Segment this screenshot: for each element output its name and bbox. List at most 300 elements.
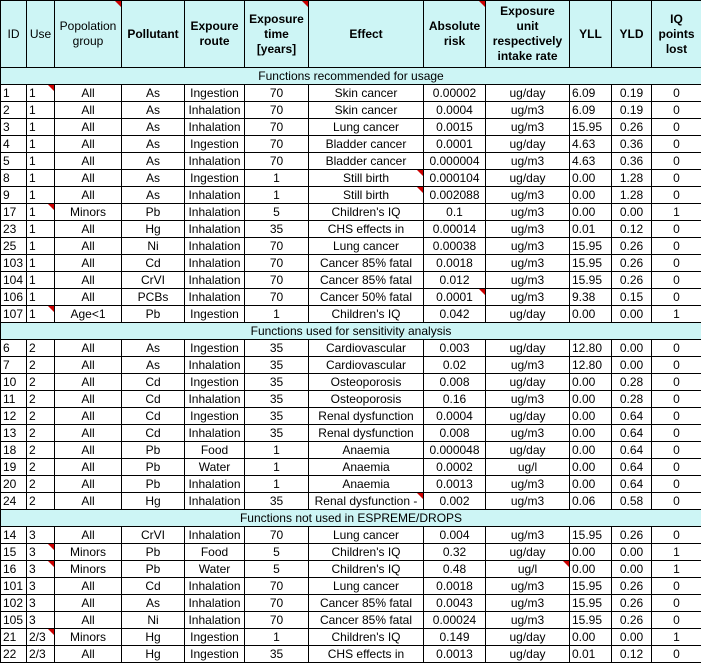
cell-population-group[interactable]: Age<1 [55,306,122,323]
cell-use[interactable]: 1 [27,119,55,136]
cell-iq-points-lost[interactable]: 0 [652,408,701,425]
cell-iq-points-lost[interactable]: 0 [652,442,701,459]
cell-use[interactable]: 1 [27,85,55,102]
cell-iq-points-lost[interactable]: 0 [652,136,701,153]
cell-effect[interactable]: Anaemia [309,476,424,493]
cell-use[interactable]: 2/3 [27,629,55,646]
cell-population-group[interactable]: Minors [55,561,122,578]
cell-effect[interactable]: Children's IQ [309,561,424,578]
cell-exposure-time[interactable]: 70 [245,119,309,136]
cell-yld[interactable]: 0.36 [612,136,652,153]
cell-absolute-risk[interactable]: 0.0043 [424,595,486,612]
cell-exposure-time[interactable]: 35 [245,221,309,238]
cell-population-group[interactable]: All [55,612,122,629]
cell-exposure-route[interactable]: Ingestion [185,306,245,323]
cell-yll[interactable]: 0.00 [570,459,612,476]
cell-exposure-route[interactable]: Inhalation [185,119,245,136]
cell-yld[interactable]: 0.12 [612,646,652,663]
cell-use[interactable]: 3 [27,561,55,578]
cell-absolute-risk[interactable]: 0.008 [424,374,486,391]
cell-effect[interactable]: Osteoporosis [309,374,424,391]
cell-pollutant[interactable]: Pb [122,476,185,493]
cell-id[interactable]: 19 [1,459,27,476]
cell-id[interactable]: 25 [1,238,27,255]
cell-pollutant[interactable]: As [122,136,185,153]
cell-exposure-unit[interactable]: ug/m3 [486,527,570,544]
cell-yll[interactable]: 15.95 [570,612,612,629]
cell-yld[interactable]: 0.26 [612,119,652,136]
cell-absolute-risk[interactable]: 0.0013 [424,646,486,663]
cell-yll[interactable]: 12.80 [570,340,612,357]
cell-exposure-route[interactable]: Inhalation [185,527,245,544]
header-absolute-risk[interactable]: Absolute risk [424,1,486,68]
cell-population-group[interactable]: All [55,85,122,102]
cell-iq-points-lost[interactable]: 1 [652,629,701,646]
cell-exposure-unit[interactable]: ug/m3 [486,391,570,408]
cell-use[interactable]: 2 [27,459,55,476]
cell-population-group[interactable]: All [55,153,122,170]
cell-exposure-route[interactable]: Ingestion [185,340,245,357]
cell-iq-points-lost[interactable]: 0 [652,357,701,374]
cell-pollutant[interactable]: Cd [122,255,185,272]
cell-exposure-time[interactable]: 35 [245,391,309,408]
cell-absolute-risk[interactable]: 0.000104 [424,170,486,187]
cell-effect[interactable]: Cardiovascular [309,357,424,374]
cell-exposure-route[interactable]: Inhalation [185,612,245,629]
cell-pollutant[interactable]: As [122,595,185,612]
cell-exposure-route[interactable]: Inhalation [185,578,245,595]
cell-effect[interactable]: Lung cancer [309,119,424,136]
cell-absolute-risk[interactable]: 0.012 [424,272,486,289]
cell-absolute-risk[interactable]: 0.32 [424,544,486,561]
header-exposure-time[interactable]: Exposure time [years] [245,1,309,68]
cell-pollutant[interactable]: Hg [122,646,185,663]
cell-exposure-route[interactable]: Inhalation [185,221,245,238]
cell-id[interactable]: 15 [1,544,27,561]
cell-exposure-time[interactable]: 70 [245,136,309,153]
cell-use[interactable]: 1 [27,272,55,289]
cell-use[interactable]: 1 [27,255,55,272]
cell-exposure-route[interactable]: Food [185,544,245,561]
cell-absolute-risk[interactable]: 0.002088 [424,187,486,204]
section-title[interactable]: Functions recommended for usage [1,68,701,85]
cell-exposure-unit[interactable]: ug/l [486,459,570,476]
cell-absolute-risk[interactable]: 0.1 [424,204,486,221]
cell-pollutant[interactable]: As [122,357,185,374]
cell-effect[interactable]: Cancer 85% fatal [309,255,424,272]
cell-yld[interactable]: 0.26 [612,527,652,544]
cell-iq-points-lost[interactable]: 0 [652,476,701,493]
cell-effect[interactable]: Lung cancer [309,238,424,255]
cell-population-group[interactable]: All [55,102,122,119]
cell-yld[interactable]: 0.00 [612,357,652,374]
section-title[interactable]: Functions not used in ESPREME/DROPS [1,510,701,527]
cell-effect[interactable]: Cancer 50% fatal [309,289,424,306]
cell-pollutant[interactable]: Cd [122,374,185,391]
cell-exposure-route[interactable]: Ingestion [185,136,245,153]
cell-exposure-time[interactable]: 35 [245,340,309,357]
cell-yll[interactable]: 0.00 [570,170,612,187]
cell-yld[interactable]: 0.00 [612,204,652,221]
cell-iq-points-lost[interactable]: 0 [652,153,701,170]
cell-use[interactable]: 3 [27,527,55,544]
cell-exposure-unit[interactable]: ug/m3 [486,357,570,374]
cell-iq-points-lost[interactable]: 0 [652,493,701,510]
cell-effect[interactable]: Renal dysfunction [309,425,424,442]
cell-exposure-route[interactable]: Food [185,442,245,459]
cell-iq-points-lost[interactable]: 0 [652,391,701,408]
cell-yll[interactable]: 0.01 [570,646,612,663]
cell-population-group[interactable]: All [55,493,122,510]
cell-id[interactable]: 5 [1,153,27,170]
cell-exposure-time[interactable]: 1 [245,306,309,323]
cell-absolute-risk[interactable]: 0.002 [424,493,486,510]
cell-id[interactable]: 9 [1,187,27,204]
cell-use[interactable]: 1 [27,238,55,255]
cell-yld[interactable]: 0.58 [612,493,652,510]
cell-yld[interactable]: 0.26 [612,578,652,595]
cell-yld[interactable]: 0.19 [612,85,652,102]
cell-yll[interactable]: 12.80 [570,357,612,374]
cell-yll[interactable]: 15.95 [570,595,612,612]
cell-exposure-unit[interactable]: ug/day [486,544,570,561]
cell-absolute-risk[interactable]: 0.0001 [424,289,486,306]
cell-population-group[interactable]: All [55,119,122,136]
cell-pollutant[interactable]: Hg [122,221,185,238]
cell-population-group[interactable]: All [55,272,122,289]
cell-pollutant[interactable]: Hg [122,493,185,510]
cell-exposure-route[interactable]: Inhalation [185,255,245,272]
cell-absolute-risk[interactable]: 0.00002 [424,85,486,102]
cell-effect[interactable]: Cardiovascular [309,340,424,357]
cell-id[interactable]: 3 [1,119,27,136]
cell-use[interactable]: 2/3 [27,646,55,663]
cell-yld[interactable]: 0.36 [612,153,652,170]
cell-exposure-unit[interactable]: ug/day [486,442,570,459]
cell-population-group[interactable]: All [55,646,122,663]
cell-id[interactable]: 20 [1,476,27,493]
cell-absolute-risk[interactable]: 0.149 [424,629,486,646]
cell-yll[interactable]: 0.00 [570,408,612,425]
cell-id[interactable]: 103 [1,255,27,272]
cell-use[interactable]: 1 [27,187,55,204]
cell-exposure-time[interactable]: 70 [245,272,309,289]
cell-effect[interactable]: CHS effects in [309,221,424,238]
cell-population-group[interactable]: All [55,408,122,425]
cell-absolute-risk[interactable]: 0.000048 [424,442,486,459]
cell-use[interactable]: 1 [27,136,55,153]
cell-id[interactable]: 2 [1,102,27,119]
cell-exposure-route[interactable]: Inhalation [185,187,245,204]
cell-effect[interactable]: Children's IQ [309,544,424,561]
cell-yll[interactable]: 0.00 [570,476,612,493]
cell-exposure-unit[interactable]: ug/day [486,170,570,187]
cell-exposure-time[interactable]: 35 [245,493,309,510]
cell-exposure-time[interactable]: 35 [245,374,309,391]
cell-iq-points-lost[interactable]: 0 [652,646,701,663]
cell-iq-points-lost[interactable]: 0 [652,170,701,187]
cell-use[interactable]: 1 [27,306,55,323]
cell-effect[interactable]: Lung cancer [309,527,424,544]
cell-exposure-time[interactable]: 70 [245,289,309,306]
cell-exposure-route[interactable]: Inhalation [185,204,245,221]
cell-use[interactable]: 3 [27,544,55,561]
cell-absolute-risk[interactable]: 0.003 [424,340,486,357]
cell-yll[interactable]: 0.00 [570,187,612,204]
cell-exposure-route[interactable]: Ingestion [185,646,245,663]
cell-use[interactable]: 1 [27,204,55,221]
cell-exposure-route[interactable]: Water [185,459,245,476]
cell-iq-points-lost[interactable]: 0 [652,374,701,391]
cell-exposure-route[interactable]: Ingestion [185,170,245,187]
cell-yld[interactable]: 0.19 [612,102,652,119]
cell-population-group[interactable]: Minors [55,204,122,221]
cell-exposure-unit[interactable]: ug/m3 [486,153,570,170]
cell-exposure-unit[interactable]: ug/m3 [486,476,570,493]
cell-exposure-unit[interactable]: ug/l [486,561,570,578]
header-yll[interactable]: YLL [570,1,612,68]
cell-pollutant[interactable]: CrVI [122,527,185,544]
cell-use[interactable]: 3 [27,612,55,629]
cell-exposure-unit[interactable]: ug/day [486,306,570,323]
cell-exposure-unit[interactable]: ug/day [486,85,570,102]
cell-exposure-route[interactable]: Inhalation [185,289,245,306]
cell-exposure-time[interactable]: 35 [245,357,309,374]
cell-pollutant[interactable]: Pb [122,204,185,221]
cell-exposure-time[interactable]: 35 [245,646,309,663]
cell-id[interactable]: 23 [1,221,27,238]
cell-yld[interactable]: 0.28 [612,391,652,408]
cell-absolute-risk[interactable]: 0.0001 [424,136,486,153]
cell-iq-points-lost[interactable]: 1 [652,306,701,323]
cell-yll[interactable]: 15.95 [570,119,612,136]
cell-id[interactable]: 8 [1,170,27,187]
cell-yll[interactable]: 9.38 [570,289,612,306]
cell-population-group[interactable]: All [55,459,122,476]
cell-exposure-unit[interactable]: ug/day [486,408,570,425]
cell-population-group[interactable]: All [55,136,122,153]
cell-pollutant[interactable]: Hg [122,629,185,646]
cell-pollutant[interactable]: As [122,119,185,136]
cell-exposure-route[interactable]: Inhalation [185,238,245,255]
cell-absolute-risk[interactable]: 0.00038 [424,238,486,255]
cell-exposure-time[interactable]: 70 [245,102,309,119]
cell-yld[interactable]: 0.64 [612,476,652,493]
cell-yld[interactable]: 0.26 [612,595,652,612]
cell-population-group[interactable]: All [55,255,122,272]
header-population-group[interactable]: Popolation group [55,1,122,68]
cell-absolute-risk[interactable]: 0.0004 [424,102,486,119]
cell-exposure-time[interactable]: 70 [245,612,309,629]
cell-id[interactable]: 21 [1,629,27,646]
cell-pollutant[interactable]: Ni [122,612,185,629]
cell-pollutant[interactable]: Pb [122,306,185,323]
cell-use[interactable]: 1 [27,153,55,170]
cell-yll[interactable]: 0.00 [570,204,612,221]
cell-population-group[interactable]: All [55,289,122,306]
cell-use[interactable]: 2 [27,476,55,493]
header-id[interactable]: ID [1,1,27,68]
header-pollutant[interactable]: Pollutant [122,1,185,68]
cell-effect[interactable]: Anaemia [309,442,424,459]
cell-effect[interactable]: Cancer 85% fatal [309,612,424,629]
cell-exposure-time[interactable]: 1 [245,476,309,493]
cell-exposure-time[interactable]: 5 [245,544,309,561]
cell-yll[interactable]: 0.00 [570,425,612,442]
cell-effect[interactable]: Children's IQ [309,204,424,221]
cell-exposure-time[interactable]: 35 [245,408,309,425]
cell-yll[interactable]: 15.95 [570,527,612,544]
cell-pollutant[interactable]: Ni [122,238,185,255]
cell-yll[interactable]: 0.00 [570,374,612,391]
cell-population-group[interactable]: All [55,187,122,204]
cell-pollutant[interactable]: Pb [122,459,185,476]
cell-effect[interactable]: Osteoporosis [309,391,424,408]
cell-iq-points-lost[interactable]: 0 [652,238,701,255]
cell-exposure-unit[interactable]: ug/m3 [486,578,570,595]
cell-absolute-risk[interactable]: 0.042 [424,306,486,323]
cell-iq-points-lost[interactable]: 1 [652,544,701,561]
cell-pollutant[interactable]: As [122,85,185,102]
cell-iq-points-lost[interactable]: 0 [652,578,701,595]
cell-use[interactable]: 1 [27,221,55,238]
cell-yll[interactable]: 0.01 [570,221,612,238]
cell-absolute-risk[interactable]: 0.0002 [424,459,486,476]
cell-effect[interactable]: Lung cancer [309,578,424,595]
cell-use[interactable]: 2 [27,493,55,510]
cell-yld[interactable]: 0.28 [612,374,652,391]
cell-exposure-unit[interactable]: ug/m3 [486,238,570,255]
cell-yll[interactable]: 15.95 [570,578,612,595]
cell-absolute-risk[interactable]: 0.0018 [424,255,486,272]
cell-pollutant[interactable]: CrVI [122,272,185,289]
cell-yld[interactable]: 0.64 [612,459,652,476]
cell-exposure-unit[interactable]: ug/day [486,646,570,663]
cell-population-group[interactable]: All [55,340,122,357]
cell-population-group[interactable]: All [55,238,122,255]
cell-exposure-route[interactable]: Inhalation [185,391,245,408]
cell-absolute-risk[interactable]: 0.0015 [424,119,486,136]
cell-use[interactable]: 3 [27,578,55,595]
cell-population-group[interactable]: All [55,595,122,612]
cell-exposure-time[interactable]: 1 [245,170,309,187]
cell-exposure-unit[interactable]: ug/m3 [486,221,570,238]
cell-yll[interactable]: 15.95 [570,255,612,272]
cell-exposure-unit[interactable]: ug/m3 [486,204,570,221]
cell-iq-points-lost[interactable]: 0 [652,85,701,102]
cell-exposure-time[interactable]: 70 [245,238,309,255]
cell-iq-points-lost[interactable]: 0 [652,102,701,119]
cell-iq-points-lost[interactable]: 0 [652,289,701,306]
cell-id[interactable]: 106 [1,289,27,306]
cell-id[interactable]: 22 [1,646,27,663]
header-use[interactable]: Use [27,1,55,68]
cell-pollutant[interactable]: Pb [122,544,185,561]
cell-yll[interactable]: 6.09 [570,85,612,102]
cell-yld[interactable]: 0.26 [612,612,652,629]
cell-iq-points-lost[interactable]: 0 [652,527,701,544]
cell-exposure-unit[interactable]: ug/m3 [486,595,570,612]
cell-exposure-unit[interactable]: ug/m3 [486,289,570,306]
cell-absolute-risk[interactable]: 0.48 [424,561,486,578]
cell-id[interactable]: 4 [1,136,27,153]
cell-absolute-risk[interactable]: 0.0013 [424,476,486,493]
cell-yld[interactable]: 0.00 [612,340,652,357]
cell-yll[interactable]: 0.00 [570,306,612,323]
cell-exposure-route[interactable]: Ingestion [185,85,245,102]
cell-absolute-risk[interactable]: 0.00014 [424,221,486,238]
cell-use[interactable]: 2 [27,357,55,374]
cell-yll[interactable]: 6.09 [570,102,612,119]
cell-iq-points-lost[interactable]: 0 [652,221,701,238]
cell-pollutant[interactable]: PCBs [122,289,185,306]
cell-use[interactable]: 2 [27,340,55,357]
cell-id[interactable]: 104 [1,272,27,289]
cell-use[interactable]: 1 [27,102,55,119]
cell-exposure-route[interactable]: Inhalation [185,357,245,374]
cell-exposure-time[interactable]: 35 [245,425,309,442]
cell-effect[interactable]: Renal dysfunction - [309,493,424,510]
cell-yld[interactable]: 0.26 [612,272,652,289]
cell-exposure-time[interactable]: 70 [245,153,309,170]
cell-pollutant[interactable]: Cd [122,408,185,425]
cell-iq-points-lost[interactable]: 0 [652,595,701,612]
cell-iq-points-lost[interactable]: 0 [652,187,701,204]
cell-id[interactable]: 105 [1,612,27,629]
cell-effect[interactable]: Anaemia [309,459,424,476]
cell-use[interactable]: 1 [27,289,55,306]
cell-iq-points-lost[interactable]: 1 [652,204,701,221]
cell-exposure-time[interactable]: 5 [245,204,309,221]
cell-use[interactable]: 1 [27,170,55,187]
cell-effect[interactable]: CHS effects in [309,646,424,663]
cell-yld[interactable]: 0.26 [612,255,652,272]
cell-id[interactable]: 13 [1,425,27,442]
cell-absolute-risk[interactable]: 0.004 [424,527,486,544]
cell-population-group[interactable]: All [55,170,122,187]
cell-yll[interactable]: 0.06 [570,493,612,510]
cell-pollutant[interactable]: Pb [122,561,185,578]
cell-pollutant[interactable]: As [122,102,185,119]
cell-iq-points-lost[interactable]: 0 [652,272,701,289]
cell-exposure-unit[interactable]: ug/m3 [486,255,570,272]
cell-exposure-unit[interactable]: ug/day [486,136,570,153]
cell-exposure-time[interactable]: 1 [245,187,309,204]
cell-yll[interactable]: 15.95 [570,272,612,289]
cell-yld[interactable]: 0.00 [612,561,652,578]
cell-effect[interactable]: Children's IQ [309,629,424,646]
cell-use[interactable]: 2 [27,442,55,459]
cell-yll[interactable]: 0.00 [570,561,612,578]
cell-exposure-time[interactable]: 70 [245,85,309,102]
cell-yld[interactable]: 1.28 [612,170,652,187]
cell-iq-points-lost[interactable]: 1 [652,561,701,578]
cell-effect[interactable]: Still birth [309,170,424,187]
cell-effect[interactable]: Bladder cancer [309,153,424,170]
cell-use[interactable]: 2 [27,425,55,442]
cell-yld[interactable]: 0.12 [612,221,652,238]
cell-pollutant[interactable]: As [122,340,185,357]
cell-iq-points-lost[interactable]: 0 [652,255,701,272]
header-exposure-unit[interactable]: Exposure unit respectively intake rate [486,1,570,68]
cell-population-group[interactable]: All [55,442,122,459]
cell-exposure-unit[interactable]: ug/m3 [486,272,570,289]
cell-exposure-route[interactable]: Inhalation [185,425,245,442]
cell-exposure-unit[interactable]: ug/m3 [486,493,570,510]
cell-pollutant[interactable]: As [122,153,185,170]
section-title[interactable]: Functions used for sensitivity analysis [1,323,701,340]
cell-iq-points-lost[interactable]: 0 [652,459,701,476]
